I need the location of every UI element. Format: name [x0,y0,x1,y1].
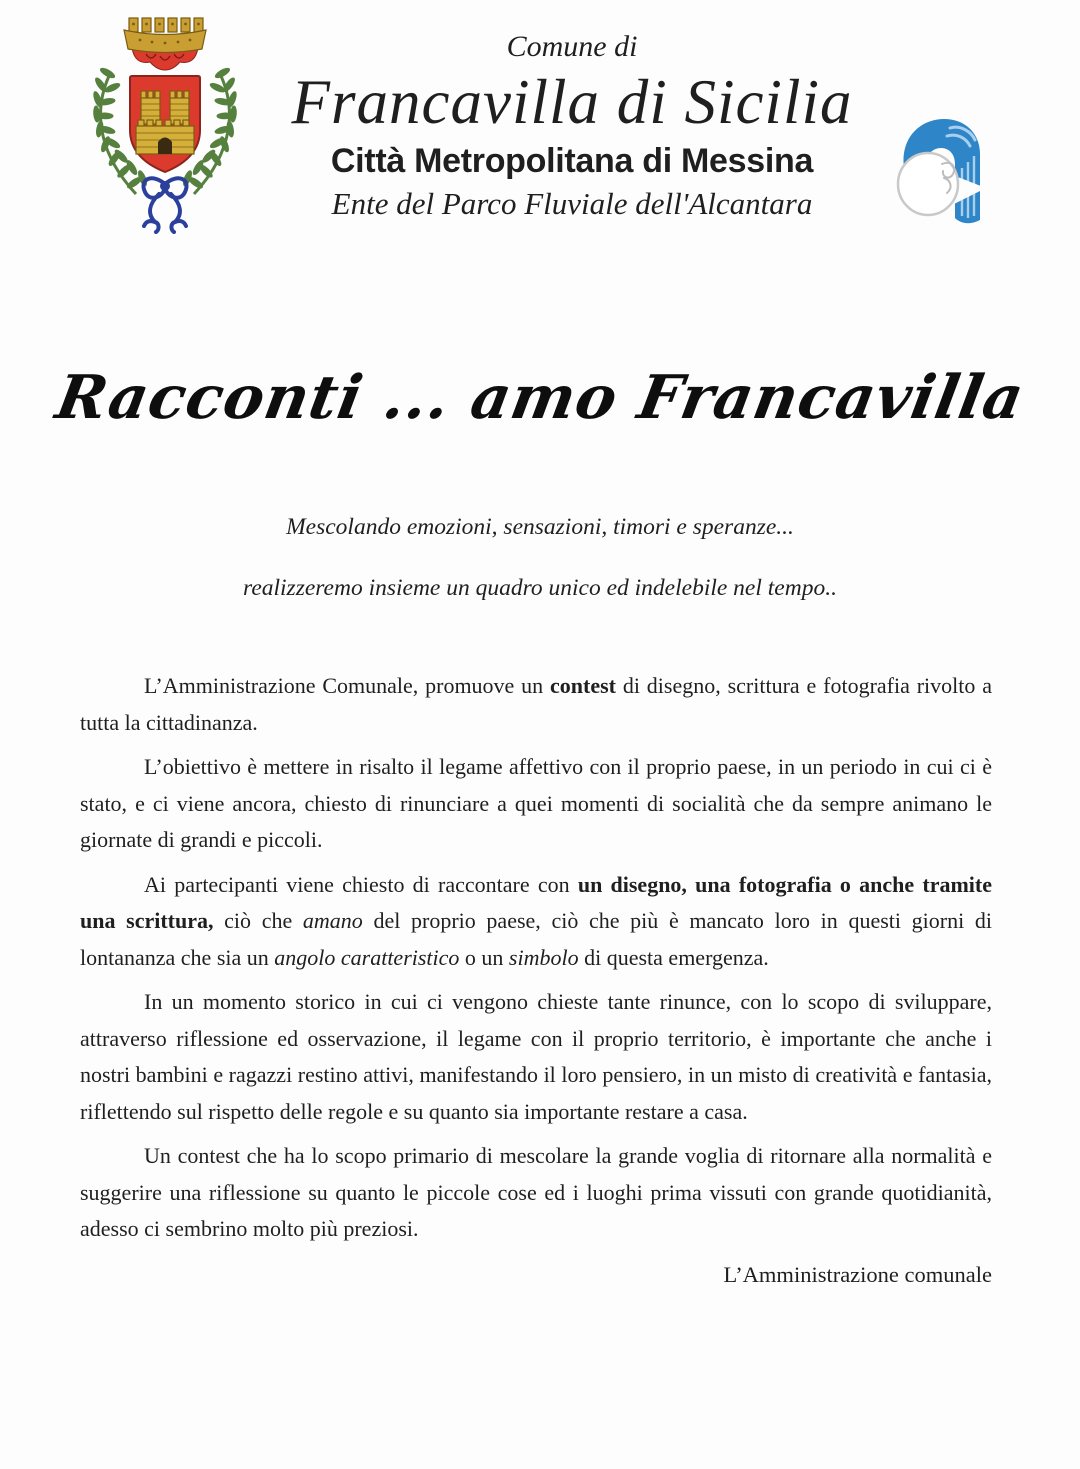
mural-crown [124,18,206,70]
text-segment: simbolo [508,944,579,970]
alcantara-park-logo [892,104,992,226]
paragraph [80,668,992,741]
ribbon-bow [143,178,186,232]
text-segment: o un [459,944,509,970]
subtitle-line-1: Mescolando emozioni, sensazioni, timori e speranze... [286,514,794,540]
letterhead-text [222,28,922,224]
paragraph [80,984,992,1130]
signature-line: L’Amministrazione comunale [723,1262,992,1287]
text-segment: Ai partecipanti viene chiesto di raccontare con [144,871,578,897]
text-segment: di disegno, scrittura e fotografia rivolto a tutta la cittadinanza. [80,673,992,735]
municipal-coat-of-arms [88,12,242,234]
contest-title-text: Racconti ... amo Francavilla [50,363,1030,433]
text-segment: angolo caratteristico [274,944,460,970]
paragraph [80,867,992,977]
text-segment: contest [550,673,616,698]
text-segment: Un contest che ha lo scopo primario di mescolare la grande voglia di ritornare alla normalità e suggerire una riflessione su quanto le piccole cose ed i luoghi prima vissuti con grande quotidianità, adesso ci sembrino molto più preziosi. [80,1143,992,1241]
paragraph [80,749,992,859]
paragraphs [80,668,992,1256]
text-segment: del proprio paese, ciò che più è mancato loro in questi giorni di lontananza che sia un [80,908,992,970]
metropolitan-city-line: Città Metropolitana di Messina [330,142,814,180]
text-segment: In un momento storico in cui ci vengono chieste tante rinunce, con lo scopo di sviluppare, attraverso riflessione ed osservazione, il legame con il proprio territorio, è importante che anche i nostri bambini e ragazzi restino attivi, manifestando il loro pensiero, in un misto di creatività e fantasia, riflettendo sul rispetto delle regole e su quanto sia importante restare a casa. [80,989,992,1124]
text-segment: L’Amministrazione Comunale, promuove un [144,673,551,698]
castle-shield [130,76,200,172]
comune-di-line: Comune di [506,30,638,63]
city-name: Francavilla di Sicilia [291,67,853,137]
text-segment: un disegno, una fotografia o anche tramite una scrittura, [80,871,992,933]
text-segment: amano [302,908,363,933]
contest-title [0,350,1080,446]
text-segment: L’obiettivo è mettere in risalto il legame affettivo con il proprio paese, in un periodo in cui ci è stato, e ci viene ancora, chiesto di rinunciare a quei momenti di socialità che da sempre animano le giornate di grandi e piccoli. [80,754,992,852]
subtitle-line-2: realizzeremo insieme un quadro unico ed indelebile nel tempo.. [243,575,837,601]
park-authority-line: Ente del Parco Fluviale dell'Alcantara [331,186,813,221]
text-segment: ciò che [213,908,303,933]
text-segment: di questa emergenza. [578,944,769,970]
paragraph [80,1138,992,1248]
